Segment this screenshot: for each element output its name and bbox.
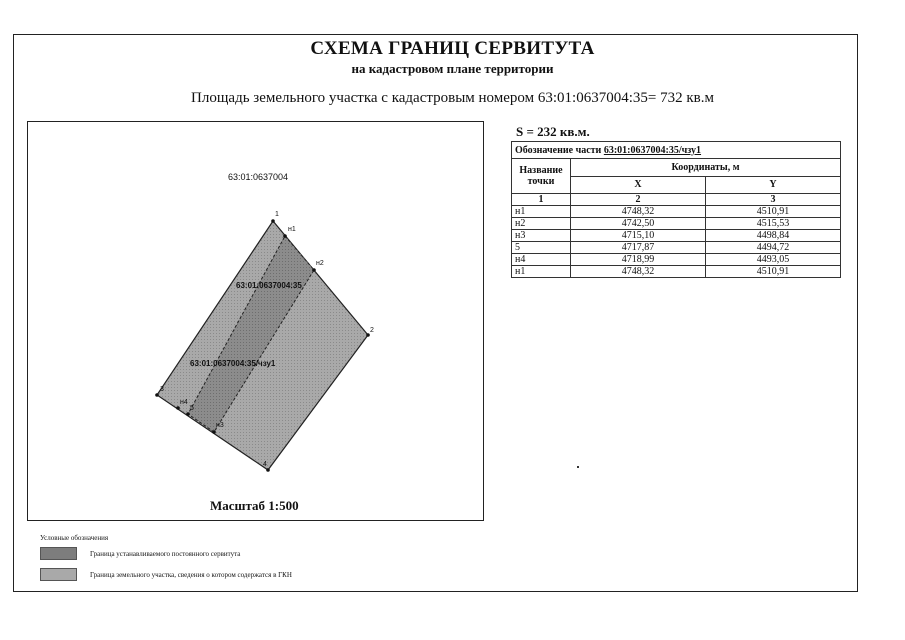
table-row: н1 4748,32 4510,91 [512,266,841,278]
table-caption: Обозначение части 63:01:0637004:35/чзу1 [512,142,841,159]
coordinates-table [511,141,841,278]
table-row: н4 4718,99 4493,05 [512,254,841,266]
cadastral-quarter-label: 63:01:0637004 [228,172,289,182]
table-row: н1 4748,32 4510,91 [512,206,841,218]
servitude-area-label: S = 232 кв.м. [516,124,590,139]
point-label-n3: н3 [216,422,224,429]
point-label-1: 1 [275,211,279,218]
legend-swatch-servitude [40,547,77,560]
point-label-n4: н4 [180,399,188,406]
scale-label: Масштаб 1:500 [210,498,299,513]
header-x: X [571,176,706,194]
header-point-name: Название точки [512,159,571,194]
col-number-3: 3 [705,194,840,206]
col-number-2: 2 [571,194,706,206]
point-label-n2: н2 [316,260,324,267]
table-row: н3 4715,10 4498,84 [512,230,841,242]
parcel-label: 63:01:0637004:35 [236,281,302,290]
table-row: 5 4717,87 4494,72 [512,242,841,254]
document-title: СХЕМА ГРАНИЦ СЕРВИТУТА [310,38,595,59]
header-coordinates: Координаты, м [571,159,841,177]
point-label-n1: н1 [288,226,296,233]
legend-title: Условные обозначения [40,534,109,542]
legend-swatch-parcel [40,568,77,581]
point-label-3: 3 [160,386,164,393]
point-label-5: 5 [190,405,194,412]
parcel-area-text: Площадь земельного участка с кадастровым номером 63:01:0637004:35= 732 кв.м [191,90,714,106]
point-label-4: 4 [263,461,267,468]
document-subtitle: на кадастровом плане территории [351,61,554,76]
servitude-label: 63:01:0637004:35/чзу1 [190,359,276,368]
point-label-2: 2 [370,327,374,334]
header-y: Y [705,176,840,194]
legend-text-parcel: Граница земельного участка, сведения о котором содержатся в ГКН [90,571,292,579]
col-number-1: 1 [512,194,571,206]
table-row: н2 4742,50 4515,53 [512,218,841,230]
legend-text-servitude: Граница устанавливаемого постоянного сервитута [90,550,241,558]
stray-dot [577,466,579,468]
